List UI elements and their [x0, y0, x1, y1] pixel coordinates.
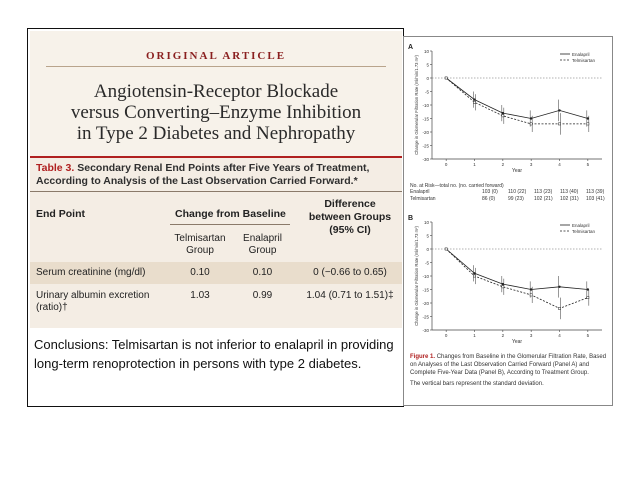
table-caption: Secondary Renal End Points after Five Years of Treatment, According to Analysis of the Last Observation Carried Forward.* [36, 162, 370, 187]
data-point [473, 275, 475, 277]
row1-end-point: Serum creatinine (mg/dl) [36, 267, 146, 278]
x-tick-label: 3 [529, 333, 533, 338]
x-tick-label: 1 [473, 162, 476, 167]
x-tick-label: 1 [473, 333, 476, 338]
y-tick-label: 5 [426, 233, 429, 239]
x-axis-label: Year [511, 339, 523, 345]
x-axis-label: Year [511, 168, 523, 174]
sub-telmisartan: Telmisartan Group [174, 233, 226, 256]
risk-value: 113 (39) [586, 189, 605, 195]
figure-caption [410, 353, 610, 388]
row2-enalapril: 0.99 [252, 290, 273, 301]
title-line-2: versus Converting–Enzyme Inhibition [70, 102, 362, 123]
risk-value: 113 (23) [534, 189, 553, 195]
row2-difference: 1.04 (0.71 to 1.51)‡ [306, 290, 394, 301]
legend-label: Enalapril [572, 51, 590, 57]
y-tick-label: -20 [422, 301, 429, 306]
legend-label: Telmisartan [572, 57, 596, 63]
panel-letter: A [408, 44, 414, 51]
x-tick-label: 5 [586, 162, 590, 167]
y-tick-label: -10 [422, 274, 429, 279]
y-tick-label: 0 [426, 76, 429, 81]
data-point [502, 286, 504, 288]
row1-telmisartan: 0.10 [190, 267, 210, 278]
legend-label: Telmisartan [572, 228, 596, 234]
col-difference: Difference between Groups (95% CI) [308, 198, 392, 236]
risk-value: 113 (40) [560, 189, 579, 195]
risk-value: 103 (41) [586, 196, 605, 202]
risk-row [410, 196, 610, 203]
col-end-point: End Point [36, 208, 85, 220]
series-line-telmisartan [446, 78, 588, 124]
risk-rows [410, 189, 610, 203]
col-change: Change from Baseline [175, 208, 286, 220]
row2-telmisartan: 1.03 [190, 290, 210, 301]
title-line-1: Angiotensin-Receptor Blockade [93, 81, 339, 102]
row2-end-point: Urinary albumin excretion (ratio)† [36, 290, 150, 313]
row1-enalapril: 0.10 [252, 267, 273, 278]
y-tick-label: -20 [422, 130, 429, 135]
y-tick-label: 10 [423, 220, 429, 225]
data-point [530, 294, 532, 296]
y-tick-label: -30 [422, 328, 429, 333]
article-label: ORIGINAL ARTICLE [145, 50, 287, 62]
row1-difference: 0 (−0.66 to 0.65) [313, 267, 387, 278]
risk-header: No. at Risk—total no. (no. carried forward) [410, 183, 504, 189]
data-point [445, 248, 447, 250]
sub-enalapril: Enalapril Group [243, 233, 282, 256]
risk-row [410, 189, 610, 196]
y-tick-label: -25 [422, 143, 429, 149]
y-tick-label: 10 [423, 49, 429, 54]
x-tick-label: 0 [444, 162, 448, 167]
figure-caption-text: Changes from Baseline in the Glomerular Filtration Rate, Based on Analyses of the Last Observation Carried Forward (Panel A) and Complete Five-Year Data (Panel B), According to Treatment Group. [410, 354, 607, 376]
data-point [530, 123, 532, 125]
data-point [502, 115, 504, 117]
y-tick-label: -15 [422, 116, 429, 122]
x-tick-label: 2 [501, 333, 505, 338]
y-tick-label: -10 [422, 103, 429, 108]
article-title [30, 81, 402, 144]
risk-table [410, 183, 610, 203]
legend-label: Enalapril [572, 222, 590, 228]
y-tick-label: 5 [426, 62, 429, 68]
x-tick-label: 2 [501, 162, 505, 167]
y-axis-label: Change in Glomerular Filtration Rate (ml/min/1.73 m²) [414, 226, 419, 326]
figure-caption-note: The vertical bars represent the standard deviation. [410, 381, 544, 387]
x-tick-label: 3 [529, 162, 533, 167]
y-tick-label: -15 [422, 287, 429, 293]
panel-letter: B [408, 215, 414, 222]
y-tick-label: -25 [422, 314, 429, 320]
risk-value: 86 (0) [482, 196, 496, 202]
results-table [30, 156, 402, 328]
data-point [587, 297, 589, 299]
y-tick-label: -5 [424, 260, 429, 266]
data-point [558, 286, 560, 288]
table-number: Table 3. [36, 162, 75, 174]
series-line-enalapril [446, 78, 588, 119]
risk-row-label: Enalapril [410, 189, 430, 195]
figure-panel [403, 36, 613, 406]
risk-value: 99 (23) [508, 196, 524, 202]
risk-value: 102 (21) [534, 196, 553, 202]
x-tick-label: 4 [558, 333, 561, 338]
x-tick-label: 4 [558, 162, 561, 167]
table-title [36, 162, 391, 188]
label-divider [46, 66, 386, 67]
risk-value: 103 (0) [482, 189, 498, 195]
data-point [473, 101, 475, 103]
data-point [558, 123, 560, 125]
data-point [558, 109, 560, 111]
x-tick-label: 5 [586, 333, 590, 338]
conclusion-text: Conclusions: Telmisartan is not inferior to enalapril in providing long-term renoprotection in persons with type 2 diabetes. [34, 337, 394, 371]
y-tick-label: -5 [424, 89, 429, 95]
x-tick-label: 0 [444, 333, 448, 338]
table-rule-top [30, 191, 402, 192]
y-tick-label: 0 [426, 247, 429, 252]
data-point [558, 307, 560, 309]
chart-panel-b [404, 212, 612, 347]
y-axis-label: Change in Glomerular Filtration Rate (ml/min/1.73 m²) [414, 55, 419, 155]
data-point [587, 123, 589, 125]
content-frame [27, 28, 404, 407]
series-line-telmisartan [446, 249, 588, 308]
y-tick-label: -30 [422, 157, 429, 162]
title-line-3: in Type 2 Diabetes and Nephropathy [76, 123, 356, 144]
data-point [445, 77, 447, 79]
change-underline [170, 224, 290, 225]
risk-value: 102 (31) [560, 196, 579, 202]
risk-row-label: Telmisartan [410, 196, 436, 202]
figure-number: Figure 1. [410, 354, 436, 360]
risk-value: 110 (22) [508, 189, 527, 195]
